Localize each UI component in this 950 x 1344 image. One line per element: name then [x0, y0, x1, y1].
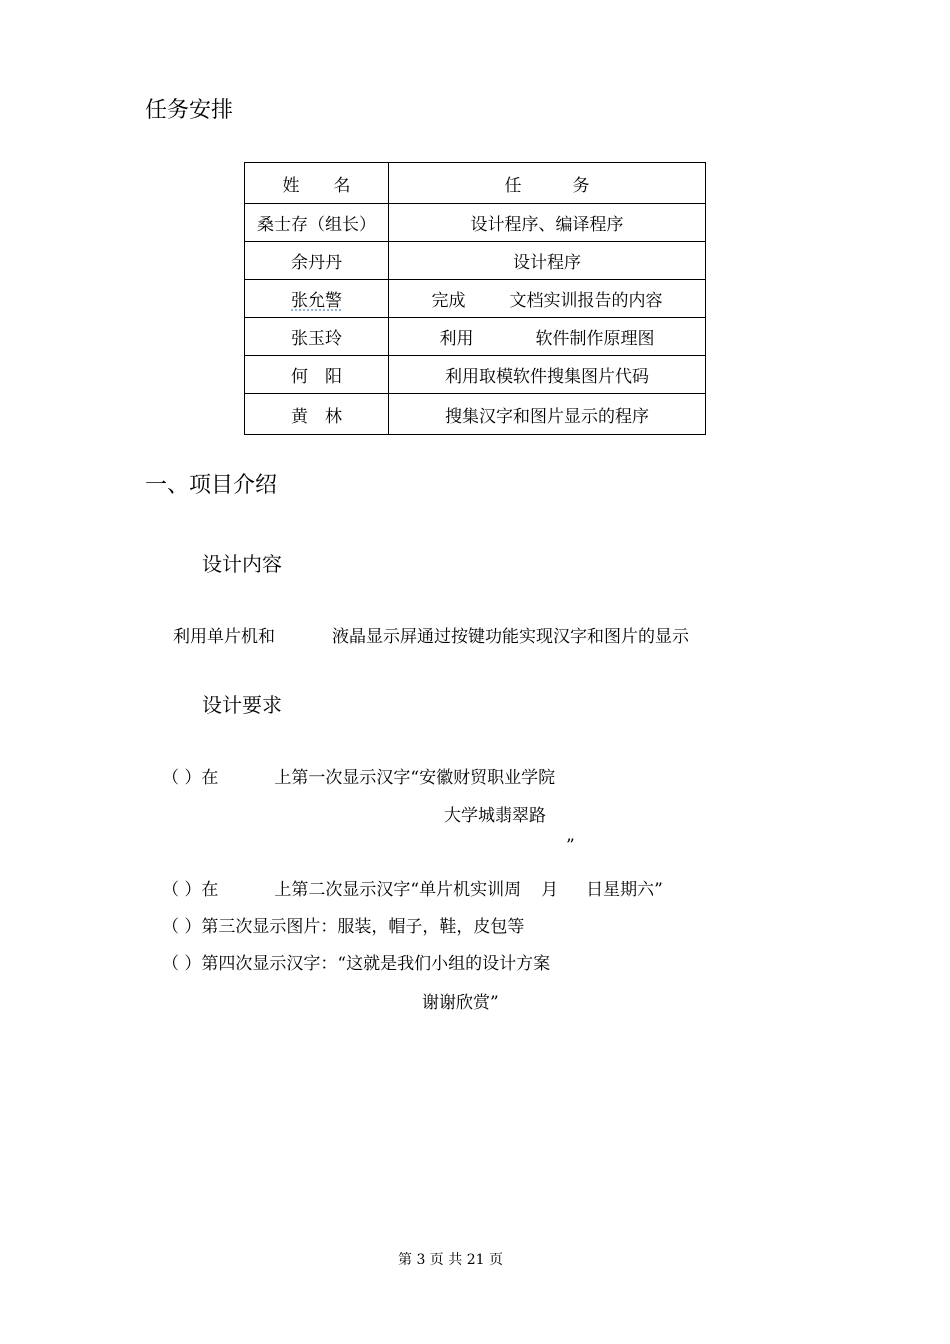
header-task: 任 务 [389, 163, 706, 204]
row-name: 余丹丹 [245, 242, 389, 280]
table-row [245, 242, 706, 280]
row-task-part-a: 完成 [431, 291, 466, 311]
row-task: 设计程序 [389, 242, 706, 280]
requirement-item-1-line2: 大学城翡翠路 [444, 806, 546, 826]
row-name: 何 阳 [245, 356, 389, 394]
requirement-item-4: （ ）第四次显示汉字：“这就是我们小组的设计方案 [162, 954, 551, 974]
requirement-text: 上第一次显示汉字“安徽财贸职业学院 [274, 768, 556, 788]
table-row [245, 356, 706, 394]
header-name: 姓 名 [245, 163, 389, 204]
row-name [245, 280, 389, 318]
requirement-prefix: （ ）在 [162, 880, 219, 900]
requirement-text-a: 上第二次显示汉字“单片机实训周 [274, 880, 522, 900]
requirement-item-2 [162, 875, 663, 900]
row-task: 设计程序、编译程序 [389, 204, 706, 242]
requirement-item-3: （ ）第三次显示图片：服装，帽子，鞋，皮包等 [162, 917, 525, 937]
task-table [244, 162, 706, 435]
table-header-row [245, 163, 706, 204]
row-task-part-b: 软件制作原理图 [535, 329, 655, 349]
requirement-text-b: 月 [541, 880, 559, 900]
row-task [389, 318, 706, 356]
requirement-text-c: 日星期六” [586, 880, 663, 900]
row-task-part-b: 文档实训报告的内容 [509, 291, 663, 311]
requirement-prefix: （ ）在 [162, 768, 219, 788]
requirement-item-1 [162, 763, 555, 788]
table-row [245, 394, 706, 435]
requirement-item-1-line3: ” [566, 836, 575, 856]
section-title-intro: 一、项目介绍 [145, 473, 278, 498]
row-task: 搜集汉字和图片显示的程序 [389, 394, 706, 435]
table-row [245, 318, 706, 356]
row-name: 桑士存（组长） [245, 204, 389, 242]
row-name: 黄 林 [245, 394, 389, 435]
row-task-part-a: 利用 [439, 329, 474, 349]
table-row [245, 204, 706, 242]
design-content-text-a: 利用单片机和 [173, 627, 275, 647]
table-row [245, 280, 706, 318]
design-content-text-b: 液晶显示屏通过按键功能实现汉字和图片的显示 [332, 627, 689, 647]
design-requirements-title: 设计要求 [202, 693, 282, 717]
row-task: 利用取模软件搜集图片代码 [389, 356, 706, 394]
requirement-item-4-line2: 谢谢欣赏” [422, 993, 499, 1013]
row-name: 张玉玲 [245, 318, 389, 356]
section-title-task: 任务安排 [145, 98, 234, 123]
page-number: 第 3 页 共 21 页 [398, 1252, 503, 1268]
design-content-title: 设计内容 [202, 552, 282, 576]
design-content-text [173, 622, 689, 647]
row-name-text: 张允警 [291, 291, 342, 311]
row-task [389, 280, 706, 318]
